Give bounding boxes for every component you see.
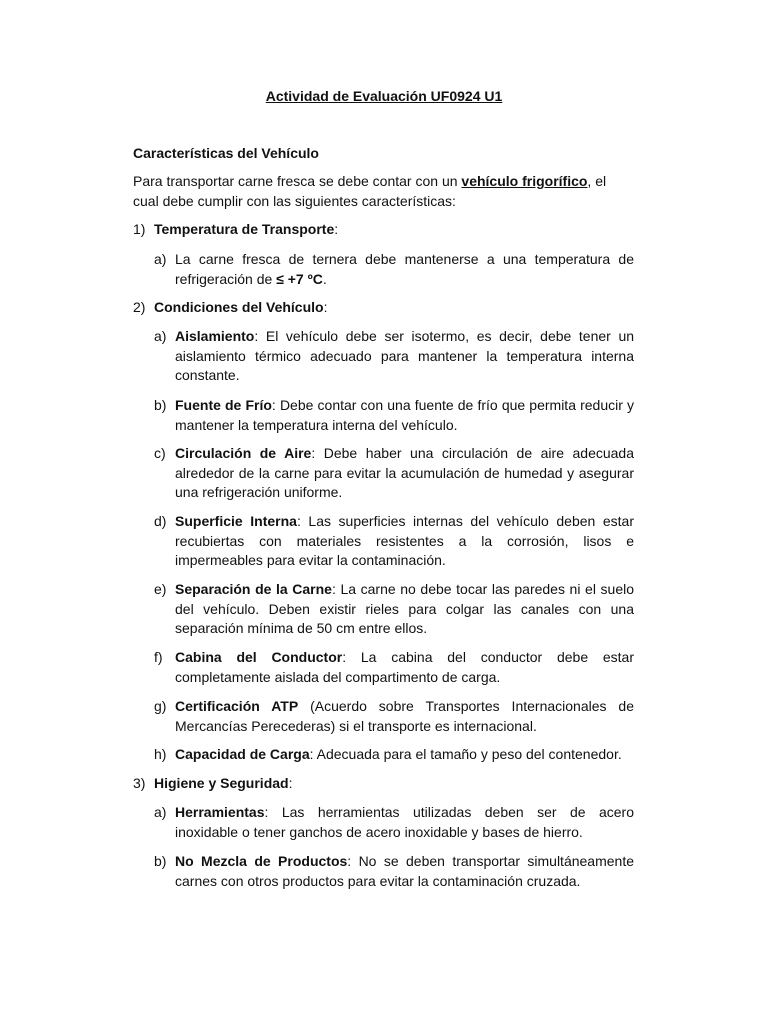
item-text: El vehículo debe ser isotermo, es decir, debe tener un aislamiento térmico adecuado para mantener la temperatura interna constante. (175, 328, 635, 383)
item-text: La cabina del conductor debe estar completamente aislada del compartimento de carga. (175, 649, 635, 685)
item-letter: e) (154, 581, 167, 597)
item-letter: a) (154, 328, 167, 344)
list-item (154, 852, 634, 891)
item-body (175, 396, 634, 435)
section-number: 1) (133, 221, 146, 237)
section-number: 3) (133, 775, 146, 791)
intro-paragraph (133, 172, 635, 211)
item-letter: d) (154, 513, 167, 529)
list-item (154, 512, 634, 571)
item-letter: f) (154, 649, 163, 665)
list-item (154, 327, 634, 386)
item-sep: : (309, 746, 317, 762)
intro-text-start: Para transportar carne fresca se debe contar con un (133, 173, 462, 189)
item-text: Debe contar con una fuente de frío que permita reducir y mantener la temperatura interna del vehículo. (175, 397, 635, 433)
item-letter: b) (154, 853, 167, 869)
item-term: Separación de la Carne (175, 581, 332, 597)
intro-keyword: vehículo frigorífico (461, 173, 588, 189)
item-body (175, 803, 634, 842)
list-item (154, 648, 634, 687)
list-item (154, 745, 634, 765)
item-sep: : (347, 853, 359, 869)
section-title-colon: : (288, 775, 293, 791)
item-text: (Acuerdo sobre Transportes Internacionales de Mercancías Perecederas) si el transporte es internacional. (175, 698, 634, 734)
item-body (175, 444, 634, 503)
section-title (154, 220, 338, 240)
item-term: Capacidad de Carga (175, 746, 310, 762)
section-title-text: Temperatura de Transporte (154, 221, 335, 237)
section-title-colon: : (323, 299, 328, 315)
item-letter: h) (154, 746, 167, 762)
item-sep: : (311, 445, 324, 461)
item-body (175, 648, 634, 687)
section-title-text: Higiene y Seguridad (154, 775, 289, 791)
list-item (154, 444, 634, 503)
item-term: Circulación de Aire (175, 445, 312, 461)
intro-text-end: , el cual debe cumplir con las siguientes características: (133, 173, 607, 209)
item-text: Las superficies internas del vehículo deben estar recubiertas con materiales resistentes a la corrosión, lisos e impermeables para evitar la contaminación. (175, 513, 634, 568)
item-bold-value: ≤ +7 ºC (276, 270, 323, 287)
section-title-text: Condiciones del Vehículo (154, 299, 324, 315)
list-item (154, 396, 634, 435)
item-letter: c) (154, 445, 166, 461)
item-body (175, 697, 634, 736)
item-letter: g) (154, 698, 167, 714)
list-item (154, 580, 634, 639)
item-sep: : (296, 513, 309, 529)
list-item (154, 803, 634, 842)
section-title-colon: : (334, 221, 339, 237)
item-text: Las herramientas utilizadas deben ser de acero inoxidable o tener ganchos de acero inoxidable y bases de hierro. (175, 804, 635, 840)
item-letter: a) (154, 251, 167, 267)
item-text: Adecuada para el tamaño y peso del contenedor. (316, 746, 622, 762)
section-heading: Características del Vehículo (133, 145, 319, 161)
item-text: No se deben transportar simultáneamente carnes con otros productos para evitar la contaminación cruzada. (175, 853, 635, 889)
item-body (175, 745, 634, 765)
item-tail: . (322, 270, 327, 287)
item-sep (298, 698, 310, 714)
item-sep: : (264, 804, 282, 820)
item-sep: : (331, 581, 341, 597)
item-body (175, 327, 634, 386)
item-sep: : (271, 397, 280, 413)
item-text: La carne no debe tocar las paredes ni el suelo del vehículo. Deben existir rieles para colgar las canales con una separación mínima de 50 cm entre ellos. (175, 581, 635, 636)
list-item (154, 250, 634, 289)
item-term: No Mezcla de Productos (175, 853, 348, 869)
item-term: Cabina del Conductor (175, 649, 343, 665)
item-text: Debe haber una circulación de aire adecuada alrededor de la carne para evitar la acumulación de humedad y asegurar una refrigeración uniforme. (175, 445, 635, 500)
item-sep: : (254, 328, 266, 344)
section-title (154, 298, 327, 318)
item-body (175, 580, 634, 639)
item-body (175, 250, 634, 289)
list-item (154, 697, 634, 736)
item-term: Superficie Interna (175, 513, 297, 529)
item-term: Aislamiento (175, 328, 255, 344)
section-title (154, 774, 292, 794)
document-title: Actividad de Evaluación UF0924 U1 (265, 88, 503, 104)
item-text: La carne fresca de ternera debe mantenerse a una temperatura de refrigeración de (175, 251, 634, 287)
item-term: Fuente de Frío (175, 397, 272, 413)
item-letter: b) (154, 397, 167, 413)
item-body (175, 512, 634, 571)
item-term: Herramientas (175, 804, 265, 820)
section-number: 2) (133, 299, 146, 315)
item-letter: a) (154, 804, 167, 820)
item-sep: : (342, 649, 361, 665)
item-body (175, 852, 634, 891)
item-term: Certificación ATP (175, 698, 299, 714)
